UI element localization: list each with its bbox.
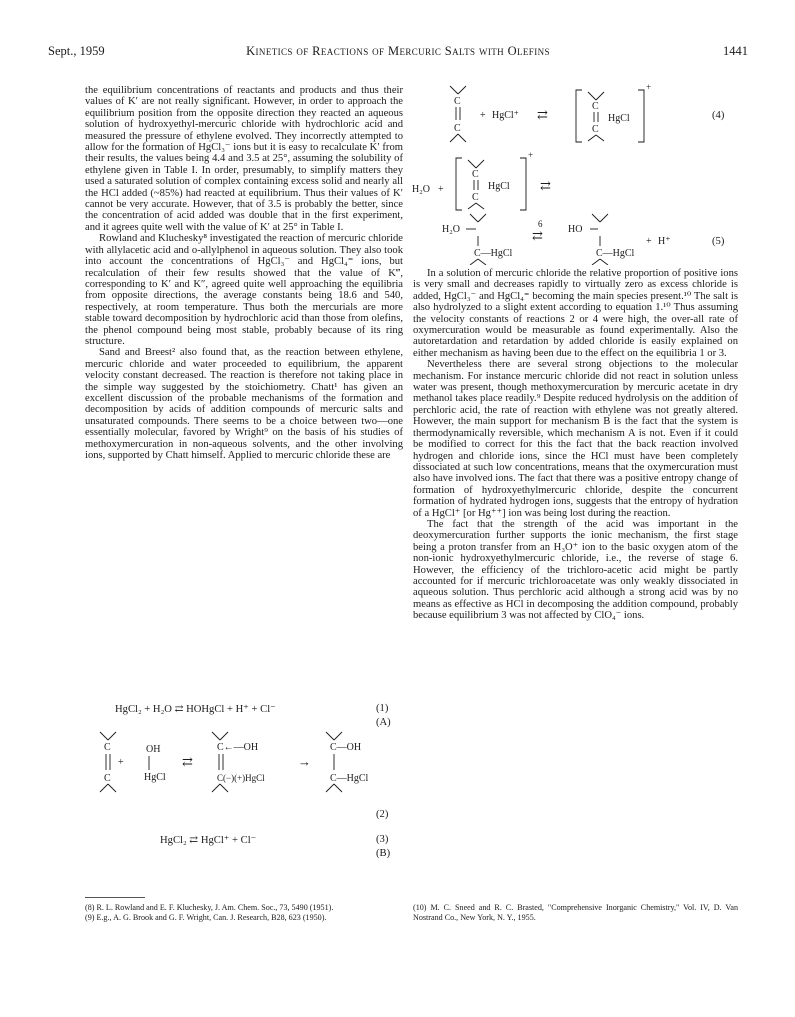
paragraph: The fact that the strength of the acid was important in the deoxymercuration further supports the ionic mechanism, the first stage being a proton transfer from an H₃O⁺ ion to the basic oxygen atom of the non-ionic hydroxyethylmercuric chloride, i.e., the reverse of stage 6. However, the efficiency of the trichloro-acetic acid might be partly accounted for if mercuric trichloroacetate was only weakly dissociated in aqueous solution. Thus perchloric acid although a strong acid was by no means as effective as HCl in decomposing the addition compound, probably because equilibrium 3 was not affected by ClO₄⁻ ions. — [413, 518, 738, 622]
bracket-left — [456, 158, 462, 210]
bond — [478, 214, 486, 222]
footnotes-left — [85, 903, 403, 923]
hgcl-cation: HgCl⁺ — [492, 110, 519, 121]
bracket-left — [576, 90, 582, 142]
bond — [588, 92, 596, 100]
bond — [326, 732, 334, 740]
step-number-6: 6 — [538, 219, 543, 229]
plus-sign: + — [118, 757, 124, 768]
atom-c: C — [454, 123, 461, 134]
hydrogen-ion: H⁺ — [658, 236, 671, 247]
footnote-8: (8) R. L. Rowland and E. F. Kluchesky, J. Am. Chem. Soc., 73, 5490 (1951). — [85, 903, 334, 912]
bond — [458, 134, 466, 142]
c-oh-arrow: C←—OH — [217, 742, 259, 753]
scheme-2-diagram — [86, 728, 404, 810]
atom-c: C — [472, 169, 479, 180]
left-column — [85, 85, 403, 461]
bond — [470, 259, 478, 265]
running-header — [48, 44, 748, 60]
oh-label: OH — [146, 744, 161, 755]
page-number: 1441 — [723, 44, 748, 58]
plus-sign: + — [646, 236, 652, 247]
atom-c: C — [104, 742, 111, 753]
equilibrium-arrow: ⇄ — [182, 754, 193, 769]
mechanism-label-a: (A) — [376, 717, 391, 728]
forward-arrow: → — [298, 754, 311, 769]
bond — [326, 784, 334, 792]
hgcl-label: HgCl — [144, 772, 166, 783]
bond — [592, 214, 600, 222]
bond — [588, 135, 596, 141]
footnote-10: (10) M. C. Sneed and R. C. Brasted, "Comprehensive Inorganic Chemistry," Vol. IV, D. Van Nostrand Co., New York, N. Y., 1955. — [413, 903, 738, 922]
bond — [220, 784, 228, 792]
charge-plus: + — [528, 150, 534, 160]
bond — [596, 135, 604, 141]
equation-number-1: (1) — [376, 703, 389, 714]
bond — [478, 259, 486, 265]
bond — [596, 92, 604, 100]
equation-number-5: (5) — [712, 236, 725, 247]
bond — [468, 160, 476, 168]
paragraph: the equilibrium concentrations of reactants and products and thus their values of K′ are not really significant. However, in order to approach the equilibrium position from the opposite direction they reacted an aqueous solution of hydroxyethyl-mercuric chloride with hydrochloric acid and measured the pressure of ethylene evolved. They incorrectly attempted to allow for the formation of HgCl₃⁻ ions but it is easy to recalculate K′ from their results, the values being 4.4 and 3.5 at 25°, assuming the solubility of ethylene given in Table I. In order, presumably, to simplify matters they used a saturated solution of complex containing excess solid and nearly all the HCl added (~85%) had reacted at equilibrium. Thus their values of K′ cannot be very accurate. However, that of 3.5 is probably the better, since the concentration of acid added was double that in the first experiment, and it agrees quite well with the value of K′ at 25° in Table I. — [85, 85, 403, 233]
bond — [212, 732, 220, 740]
bond — [470, 214, 478, 222]
bond — [592, 259, 600, 265]
equation-number-2: (2) — [376, 809, 389, 820]
scheme-4-5-diagram — [410, 80, 740, 265]
c-hgcl-label: C—HgCl — [596, 248, 635, 259]
paragraph: Nevertheless there are several strong objections to the molecular mechanism. For instance mercuric chloride did not react in solution unless water was present, though methoxymercuration by mercuric acetate in dry methanol takes place readily.⁹ Despite reduced hydrolysis on the addition of perchloric acid, the rate of reaction with ethylene was not greatly altered. However, the main support for mechanism B is the fact that the system is thermodynamically reversible, which mechanism A is not. Even if it could be modified to correct for this the fact that the back reaction involved hydrogen and chloride ions, since the HCl must have been completely dissociated at such low concentrations, means that the oxymercuration must also have involved ions. The fact that there was a positive entropy change of formation of hydroxyethylmercuric chloride, despite the concurrent formation of hydrated hydrogen ions, suggests that the entropy of hydration of a HgCl⁺ [or Hg⁺⁺] ion was being lost during the reaction. — [413, 359, 738, 519]
mechanism-label-b: (B) — [376, 848, 391, 859]
plus-sign: + — [480, 110, 486, 121]
water-label: H₂O — [412, 184, 430, 195]
bond — [600, 214, 608, 222]
bond — [458, 86, 466, 94]
bond — [450, 86, 458, 94]
equation-number-4: (4) — [712, 110, 725, 121]
bond — [108, 784, 116, 792]
hgcl-label: HgCl — [608, 113, 630, 124]
bond — [476, 203, 484, 209]
footnote-9: (9) E.g., A. G. Brook and G. F. Wright, Can. J. Research, B28, 623 (1950). — [85, 913, 327, 922]
atom-c: C — [592, 124, 599, 135]
running-title: Kinetics of Reactions of Mercuric Salts with Olefins — [246, 44, 550, 58]
issue-date: Sept., 1959 — [48, 44, 105, 58]
footnote-rule — [85, 897, 145, 898]
paragraph: In a solution of mercuric chloride the relative proportion of positive ions is very small and decreases rapidly to virtually zero as excess chloride is added, HgCl₃⁻ and HgCl₄⁼ becoming the main species present.¹⁰ The salt is also hydrolyzed to a slight extent according to equation 1.¹⁰ Thus assuming the velocity constants of reactions 2 or 4 were high, the over-all rate of oxymercuration would be measurable as found experimentally. Also the autoretardation and retardation by added chloride is easily explained on either mechanism as having been due to the effect on the equilibria 1 or 3. — [413, 268, 738, 359]
equation-number-3: (3) — [376, 834, 389, 845]
ho-label: HO — [568, 224, 583, 235]
bond — [476, 160, 484, 168]
plus-sign: + — [438, 184, 444, 195]
atom-c: C — [454, 96, 461, 107]
hgcl-label: HgCl — [488, 181, 510, 192]
atom-c: C — [104, 773, 111, 784]
equation-1: HgCl₂ + H₂O ⇄ HOHgCl + H⁺ + Cl⁻ — [115, 704, 276, 715]
bracket-right — [520, 158, 526, 210]
paragraph: Sand and Breest² also found that, as the reaction between ethylene, mercuric chloride and water proceeded to equilibrium, the apparent velocity constant decreased. The reaction is therefore not taking place in the simple way suggested by the stoichiometry. Chatt¹ has given an excellent discussion of the probable mechanisms of the formation and decomposition by acids of addition compounds of mercuric salts and unsaturated compounds. There seems to be a choice between two—one essentially molecular, favored by Wright⁹ on the basis of his studies of methoxymercuration in non-aqueous solvents, and the other involving ions, supported by Chatt himself. Applied to mercuric chloride these are — [85, 347, 403, 461]
footnotes-right — [413, 903, 738, 923]
equilibrium-arrow: ⇄ — [537, 107, 548, 122]
c-hgcl-label: C—HgCl — [330, 773, 369, 784]
water-plus-label: H₂O — [442, 224, 460, 235]
c-hgcl-label: C—HgCl — [474, 248, 513, 259]
bond — [212, 784, 220, 792]
bond — [100, 732, 108, 740]
c-oh-label: C—OH — [330, 742, 362, 753]
bond — [600, 259, 608, 265]
bond — [450, 134, 458, 142]
right-column — [413, 268, 738, 622]
bond — [108, 732, 116, 740]
equation-3: HgCl₂ ⇄ HgCl⁺ + Cl⁻ — [160, 835, 257, 846]
equilibrium-arrow: ⇄ — [532, 228, 543, 243]
c-mercury-bridge: C(−)(+)HgCl — [217, 773, 265, 783]
charge-plus: + — [646, 82, 652, 92]
bracket-right — [638, 90, 644, 142]
paragraph: Rowland and Kluchesky⁸ investigated the reaction of mercuric chloride with allylacetic acid and o-allylphenol in aqueous solution. They also took into account the concentrations of HgCl₃⁻ and HgCl₄⁼ ions, but recalculation of their few results showed that the value of K‴, corresponding to K′ and K″, agreed quite well approaching the equilibria from opposite directions, the average constants being 18.6 and 540, respectively, at room temperature. Thus both the mercurials are more stable toward decomposition by hydrochloric acid than those from olefins, the phenol compound being most stable, probably because of its ring structure. — [85, 233, 403, 347]
bond — [334, 732, 342, 740]
bond — [468, 203, 476, 209]
bond — [334, 784, 342, 792]
atom-c: C — [592, 101, 599, 112]
atom-c: C — [472, 192, 479, 203]
bond — [220, 732, 228, 740]
bond — [100, 784, 108, 792]
equilibrium-arrow: ⇄ — [540, 178, 551, 193]
